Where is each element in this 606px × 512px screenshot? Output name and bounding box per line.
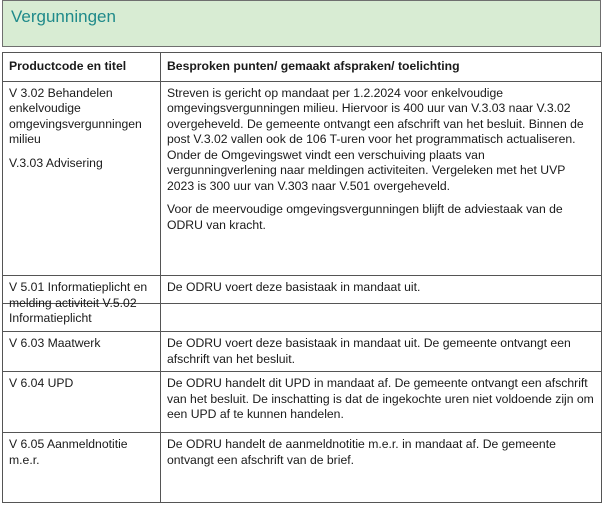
- product-cell: V 6.04 UPD: [3, 372, 161, 433]
- agreements-table-bottom: [2, 275, 602, 503]
- column-header-product: Productcode en titel: [3, 53, 161, 82]
- notes-cell: De ODRU voert deze basistaak in mandaat uit.: [161, 276, 602, 332]
- product-cell: [3, 81, 161, 303]
- product-code: V.3.03 Advisering: [9, 155, 103, 170]
- product-cell: V 5.01 Informatieplicht en melding activiteit V.5.02 Informatieplicht: [3, 276, 161, 332]
- table-row: [3, 433, 602, 503]
- table-header-row: [3, 53, 602, 82]
- table-row: [3, 332, 602, 372]
- agreements-table-top: [2, 52, 602, 304]
- table-row: [3, 81, 602, 303]
- table-row: [3, 372, 602, 433]
- section-title: Vergunningen: [11, 7, 116, 26]
- table-row: [3, 276, 602, 332]
- notes-paragraph: Streven is gericht op mandaat per 1.2.2024 voor enkelvoudige omgevingsvergunningen milieu. Hiervoor is 400 uur van V.3.03 naar V.3.02 overgeheveld. De gemeente ontvangt een afschrift van het besluit. Binnen de post V.3.02 vallen ook de 106 T-uren voor het programmatisch actualiseren. Onder de Omgevingswet vindt een verschuiving plaats van vergunningverlening naar meldingen activiteiten. Vergeleken met het UVP 2023 is 300 uur van V.303 naar V.501 overgeheveld.: [167, 85, 584, 193]
- section-header: [2, 0, 601, 47]
- notes-cell: De ODRU handelt de aanmeldnotitie m.e.r. in mandaat af. De gemeente ontvangt een afschrift van de brief.: [161, 433, 602, 503]
- column-header-notes: Besproken punten/ gemaakt afspraken/ toelichting: [161, 53, 602, 82]
- product-code: V 3.02 Behandelen enkelvoudige omgevingsvergunningen milieu: [9, 85, 142, 146]
- notes-paragraph: Voor de meervoudige omgevingsvergunningen blijft de adviestaak van de ODRU van kracht.: [167, 202, 563, 232]
- notes-cell: [161, 81, 602, 303]
- notes-cell: De ODRU handelt dit UPD in mandaat af. De gemeente ontvangt een afschrift van het besluit. De inschatting is dat de ingekochte uren niet voldoende zijn om een UPD af te kunnen handelen.: [161, 372, 602, 433]
- product-cell: V 6.03 Maatwerk: [3, 332, 161, 372]
- product-cell: V 6.05 Aanmeldnotitie m.e.r.: [3, 433, 161, 503]
- notes-cell: De ODRU voert deze basistaak in mandaat uit. De gemeente ontvangt een afschrift van het besluit.: [161, 332, 602, 372]
